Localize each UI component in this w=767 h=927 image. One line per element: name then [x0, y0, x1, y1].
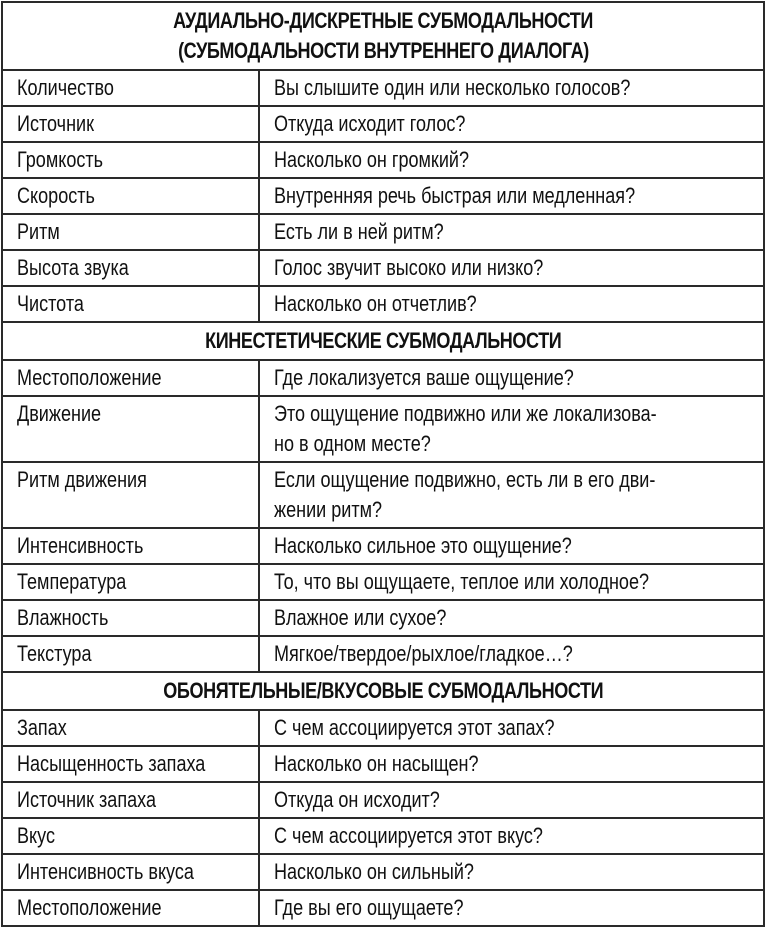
table-row	[2, 746, 764, 782]
submodality-name: Запах	[2, 710, 259, 746]
submodality-question: Где локализуется ваше ощущение?	[259, 360, 764, 396]
section-header-kinesthetic	[2, 322, 764, 360]
submodality-question: Внутренняя речь быстрая или медленная?	[259, 178, 764, 214]
section-title-line: (СУБМОДАЛЬНОСТИ ВНУТРЕННЕГО ДИАЛОГА)	[177, 38, 589, 63]
section-title	[2, 672, 764, 710]
table-row	[2, 600, 764, 636]
table-row	[2, 106, 764, 142]
table-row	[2, 396, 764, 462]
section-header-auditory	[2, 2, 764, 70]
submodality-question: Если ощущение подвижно, есть ли в его дви- жении ритм?	[259, 462, 764, 528]
submodality-name: Скорость	[2, 178, 259, 214]
table-row	[2, 564, 764, 600]
table-row	[2, 250, 764, 286]
submodality-question: Откуда исходит голос?	[259, 106, 764, 142]
table-row	[2, 890, 764, 926]
table-row	[2, 286, 764, 322]
submodality-question: Насколько он сильный?	[259, 854, 764, 890]
submodality-name: Интенсивность	[2, 528, 259, 564]
submodality-question: Насколько сильное это ощущение?	[259, 528, 764, 564]
submodality-question: Мягкое/твердое/рыхлое/гладкое…?	[259, 636, 764, 672]
submodality-question: С чем ассоциируется этот запах?	[259, 710, 764, 746]
table-row	[2, 528, 764, 564]
submodality-name: Громкость	[2, 142, 259, 178]
submodality-question: Это ощущение подвижно или же локализова- но в одном месте?	[259, 396, 764, 462]
section-title	[2, 322, 764, 360]
submodality-name: Вкус	[2, 818, 259, 854]
submodality-name: Насыщенность запаха	[2, 746, 259, 782]
submodality-name: Температура	[2, 564, 259, 600]
submodality-question: Насколько он насыщен?	[259, 746, 764, 782]
table-row	[2, 70, 764, 106]
table-row	[2, 214, 764, 250]
submodality-question: То, что вы ощущаете, теплое или холодное?	[259, 564, 764, 600]
submodality-name: Ритм	[2, 214, 259, 250]
table-row	[2, 462, 764, 528]
submodality-question: Есть ли в ней ритм?	[259, 214, 764, 250]
table-row	[2, 854, 764, 890]
table-row	[2, 178, 764, 214]
submodality-name: Влажность	[2, 600, 259, 636]
submodality-name: Источник	[2, 106, 259, 142]
submodality-name: Количество	[2, 70, 259, 106]
submodality-question: Насколько он громкий?	[259, 142, 764, 178]
section-title	[2, 2, 764, 70]
table-row	[2, 710, 764, 746]
submodality-name: Текстура	[2, 636, 259, 672]
table-row	[2, 782, 764, 818]
section-title-line: АУДИАЛЬНО-ДИСКРЕТНЫЕ СУБМОДАЛЬНОСТИ	[173, 8, 593, 33]
submodality-question: Вы слышите один или несколько голосов?	[259, 70, 764, 106]
table-row	[2, 818, 764, 854]
submodality-name: Местоположение	[2, 890, 259, 926]
submodality-name: Высота звука	[2, 250, 259, 286]
submodality-question: Насколько он отчетлив?	[259, 286, 764, 322]
submodality-name: Интенсивность вкуса	[2, 854, 259, 890]
submodality-name: Местоположение	[2, 360, 259, 396]
submodality-question: С чем ассоциируется этот вкус?	[259, 818, 764, 854]
table-row	[2, 636, 764, 672]
submodalities-table	[1, 1, 765, 927]
table-row	[2, 142, 764, 178]
submodality-name: Движение	[2, 396, 259, 462]
submodality-name: Ритм движения	[2, 462, 259, 528]
submodality-question: Голос звучит высоко или низко?	[259, 250, 764, 286]
submodality-question: Влажное или сухое?	[259, 600, 764, 636]
submodality-name: Источник запаха	[2, 782, 259, 818]
submodality-name: Чистота	[2, 286, 259, 322]
submodality-question: Где вы его ощущаете?	[259, 890, 764, 926]
submodality-question: Откуда он исходит?	[259, 782, 764, 818]
section-header-olfactory-gustatory	[2, 672, 764, 710]
section-title-line: ОБОНЯТЕЛЬНЫЕ/ВКУСОВЫЕ СУБМОДАЛЬНОСТИ	[163, 678, 603, 703]
section-title-line: КИНЕСТЕТИЧЕСКИЕ СУБМОДАЛЬНОСТИ	[204, 328, 562, 353]
table-row	[2, 360, 764, 396]
